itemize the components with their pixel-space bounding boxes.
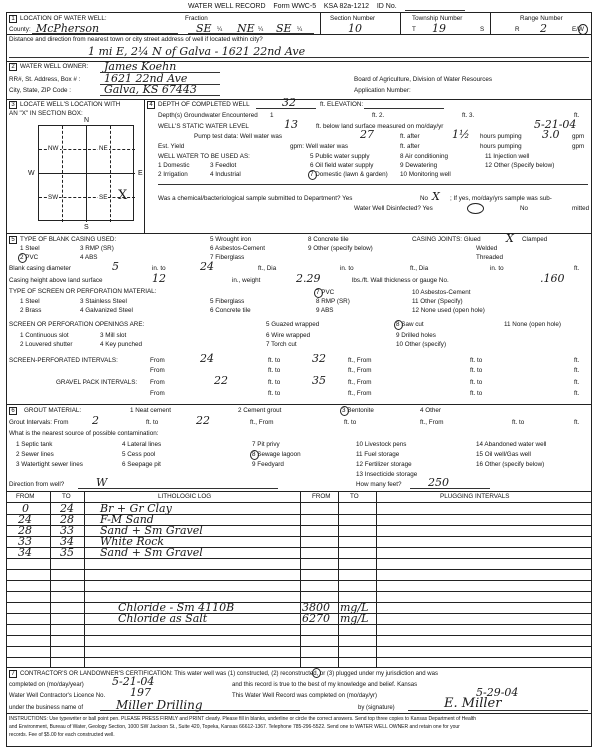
section-3-title: LOCATE WELL'S LOCATION WITH	[20, 101, 121, 108]
chem-mitted: mitted	[572, 205, 590, 212]
ft-from-label: ft., From	[250, 419, 274, 426]
license-label: Water Well Contractor's Licence No.	[9, 693, 106, 699]
casing-option[interactable]: 5 Wrought iron	[210, 236, 252, 243]
openings-option[interactable]: 3 Mill slot	[100, 332, 127, 339]
use-option[interactable]: 11 Injection well	[485, 153, 530, 160]
groundwater-ft: ft.	[574, 112, 580, 119]
south-label: S	[84, 224, 89, 231]
disinfected-yes-circle	[467, 203, 484, 214]
ft-to-label: ft. to	[268, 357, 281, 364]
use-option[interactable]: 3 Feedlot	[210, 162, 237, 169]
depth-value[interactable]: 32	[282, 96, 296, 109]
township-label: Township Number	[412, 15, 463, 22]
log-row-from[interactable]: 28	[18, 524, 32, 537]
use-option-domestic-lawn[interactable]: 7 Domestic (lawn & garden)	[310, 171, 388, 178]
direction-label: Direction from well?	[9, 481, 65, 488]
openings-saw-cut-circle	[394, 320, 403, 330]
threaded-label: Threaded	[476, 254, 503, 261]
section-1-title: LOCATION OF WATER WELL:	[20, 15, 107, 22]
use-option[interactable]: 6 Oil field water supply	[310, 162, 374, 169]
section-number: 3	[9, 101, 17, 109]
section-3-title-2: AN "X" IN SECTION BOX:	[9, 110, 83, 117]
city-label: City, State, ZIP Code :	[9, 87, 72, 94]
contamination-option[interactable]: 6 Seepage pit	[122, 461, 161, 468]
screen-option[interactable]: 4 Galvanized Steel	[80, 307, 133, 314]
yield-gpm-2: gpm	[572, 143, 585, 150]
log-row-to[interactable]: 35	[60, 546, 74, 559]
ft-to-label: ft. to	[344, 419, 357, 426]
well-location-x-mark[interactable]: X	[118, 188, 128, 203]
pump-after: ft. after	[400, 133, 420, 140]
ft-from-label: ft., From	[348, 379, 372, 386]
screen-option[interactable]: 6 Concrete tile	[210, 307, 251, 314]
screen-pvc-circle	[314, 288, 323, 298]
grout-from-value[interactable]: 2	[92, 414, 99, 427]
pump-test-value[interactable]: 27	[360, 128, 374, 141]
chem-no-x-mark[interactable]: X	[432, 190, 440, 203]
chloride-value[interactable]: 3800	[302, 601, 330, 614]
fraction-1[interactable]: SE	[196, 22, 212, 35]
openings-option-saw-cut[interactable]: 8 Saw cut	[396, 321, 424, 328]
groundwater-label: Depth(s) Groundwater Encountered	[158, 112, 258, 119]
plug-header-intervals: PLUGGING INTERVALS	[440, 493, 510, 500]
quarter-3: ¼	[297, 26, 303, 33]
distance-value[interactable]: 1 mi E, 2¼ N of Galva - 1621 22nd Ave	[88, 45, 306, 58]
contamination-option[interactable]: 2 Sewer lines	[16, 451, 54, 458]
log-row-desc[interactable]: Sand + Sm Gravel	[100, 546, 203, 559]
casing-to-value[interactable]: 24	[200, 260, 214, 273]
section-number: 2	[9, 63, 17, 71]
screen-type-label: TYPE OF SCREEN OR PERFORATION MATERIAL:	[9, 288, 157, 295]
chem-sample-label: Was a chemical/bacteriological sample submitted to Department? Yes	[158, 195, 353, 202]
fraction-2[interactable]: NE	[237, 22, 255, 35]
direction-value[interactable]: W	[96, 476, 108, 489]
static-date[interactable]: 5-21-04	[534, 118, 577, 131]
casing-option[interactable]: 8 Concrete tile	[308, 236, 349, 243]
ft-to-label: ft. to	[470, 379, 483, 386]
owner-address[interactable]: 1621 22nd Ave	[104, 72, 188, 85]
range-ew: E/W	[572, 26, 584, 33]
grout-option-bentonite[interactable]: 3 Bentonite	[342, 407, 374, 414]
casing-option-pvc[interactable]: 2 PVC	[20, 254, 39, 261]
screen-option[interactable]: 2 Brass	[20, 307, 42, 314]
use-option[interactable]: 9 Dewatering	[400, 162, 438, 169]
openings-option[interactable]: 4 Key punched	[100, 341, 143, 348]
plug-header-from: FROM	[312, 493, 331, 500]
casing-in-to-3: in. to	[490, 265, 504, 272]
instructions-line-1: INSTRUCTIONS: Use typewriter or ball point pen. PLEASE PRESS FIRMLY and PRINT clearly. Please fill in blanks, underline or circle the correct answers. Send top three copies to Kansas Department of Health	[9, 716, 477, 722]
log-row-from[interactable]: 33	[18, 535, 32, 548]
pump-test-label: Pump test data: Well water was	[194, 133, 283, 140]
section-number: 6	[9, 407, 17, 415]
casing-in-to: in. to	[152, 265, 166, 272]
license-value[interactable]: 197	[130, 686, 151, 699]
casing-lbs-label: lbs./ft. Wall thickness or gauge No.	[352, 277, 449, 284]
gravel-to-value[interactable]: 35	[312, 374, 326, 387]
chloride-salt-value[interactable]: 6270	[302, 612, 330, 625]
groundwater-3: ft. 3.	[462, 112, 475, 119]
certification-text: CONTRACTOR'S OR LANDOWNER'S CERTIFICATION: This water well was (1) constructed, (2) reconstructed, or (3) plugged under my jurisdiction and was	[20, 671, 438, 677]
section-number: 7	[9, 670, 17, 678]
contamination-selected-circle	[250, 450, 259, 460]
how-many-feet-label: How many feet?	[356, 481, 402, 488]
grout-intervals-label: Grout Intervals: From	[9, 419, 69, 426]
yield-hours: hours pumping	[480, 143, 522, 150]
section-number: 5	[9, 236, 17, 244]
plug-header-to: TO	[350, 493, 359, 500]
screen-option[interactable]: 10 Asbestos-Cement	[412, 289, 471, 296]
ft-to-label: ft. to	[470, 390, 483, 397]
record-completed-label: This Water Well Record was completed on (mo/day/yr)	[232, 693, 378, 699]
ft-label: ft.	[574, 379, 580, 386]
township-value[interactable]: 19	[432, 22, 446, 35]
ft-from-label: ft., From	[348, 357, 372, 364]
screen-option[interactable]: 3 Stainless Steel	[80, 298, 127, 305]
ft-to-label: ft. to	[146, 419, 159, 426]
openings-option[interactable]: 6 Wire wrapped	[266, 332, 311, 339]
log-row-desc[interactable]: White Rock	[100, 535, 165, 548]
log-header-lithologic: LITHOLOGIC LOG	[158, 493, 212, 500]
form-title: WATER WELL RECORD Form WWC-5 KSA 82a-1212 ID No.	[188, 3, 397, 10]
casing-height-value[interactable]: 12	[152, 272, 166, 285]
from-label: From	[150, 357, 165, 364]
log-row-to[interactable]: 24	[60, 502, 74, 515]
contamination-option[interactable]: 4 Lateral lines	[122, 441, 162, 448]
signature[interactable]: E. Miller	[444, 696, 502, 711]
ft-from-label: ft., From	[420, 419, 444, 426]
use-label: WELL WATER TO BE USED AS:	[158, 153, 250, 160]
grout-to-value[interactable]: 22	[196, 414, 210, 427]
owner-city[interactable]: Galva, KS 67443	[104, 83, 197, 96]
completed-date[interactable]: 5-21-04	[112, 675, 155, 688]
address-label: RR#, St. Address, Box # :	[9, 76, 81, 83]
casing-option[interactable]: 6 Asbestos-Cement	[210, 245, 265, 252]
casing-ft-dia-2: ft., Dia	[410, 265, 429, 272]
completed-on-label: completed on (mo/day/year)	[9, 682, 84, 688]
use-option[interactable]: 4 Industrial	[210, 171, 241, 178]
instructions-line-3: records. Fee of $5.00 for each constructed well.	[9, 732, 115, 738]
log-row-desc[interactable]: Sand + Sm Gravel	[100, 524, 203, 537]
constructed-circle	[312, 668, 321, 678]
screen-option[interactable]: 11 Other (Specify)	[412, 298, 463, 305]
business-name-value[interactable]: Miller Drilling	[116, 698, 203, 712]
ft-label: ft.	[574, 367, 580, 374]
gravel-from-value[interactable]: 22	[214, 374, 228, 387]
log-row-to[interactable]: 28	[60, 513, 74, 526]
contamination-option[interactable]: 12 Fertilizer storage	[356, 461, 412, 468]
static-level-rest: ft. below land surface measured on mo/day/yr	[316, 123, 444, 130]
log-row-from[interactable]: 0	[22, 502, 29, 515]
perf-from-value[interactable]: 24	[200, 352, 214, 365]
screen-option[interactable]: 8 RMP (SR)	[316, 298, 350, 305]
use-option[interactable]: 1 Domestic	[158, 162, 190, 169]
casing-diameter-value[interactable]: 5	[112, 260, 119, 273]
from-label: From	[150, 390, 165, 397]
casing-option[interactable]: 4 ABS	[80, 254, 98, 261]
contamination-option-sewage-lagoon[interactable]: 8 Sewage lagoon	[252, 451, 301, 458]
clamped-label: Clamped	[522, 236, 548, 243]
from-label: From	[150, 367, 165, 374]
log-header-from: FROM	[16, 493, 35, 500]
contamination-option[interactable]: 11 Fuel storage	[356, 451, 400, 458]
use-option[interactable]: 5 Public water supply	[310, 153, 370, 160]
se-label: SE	[99, 194, 108, 201]
disinfected-no: No	[520, 205, 529, 212]
board-label: Board of Agriculture, Division of Water Resources	[354, 76, 493, 83]
casing-option[interactable]: 1 Steel	[20, 245, 40, 252]
section-2-title: WATER WELL OWNER:	[20, 63, 89, 70]
casing-ft: ft.	[574, 265, 580, 272]
grout-bentonite-circle	[340, 406, 349, 416]
chloride-salt-unit[interactable]: mg/L	[340, 612, 369, 625]
range-value[interactable]: 2	[540, 22, 547, 35]
groundwater-2: ft. 2.	[372, 112, 385, 119]
casing-joints-label: CASING JOINTS: Glued	[412, 236, 481, 243]
nw-label: NW	[48, 145, 59, 152]
yield-label: Est. Yield	[158, 143, 185, 150]
distance-label: Distance and direction from nearest town or city street address of well if located within city?	[9, 36, 263, 43]
log-header-to: TO	[62, 493, 71, 500]
ft-from-label: ft., From	[348, 390, 372, 397]
contamination-option[interactable]: 16 Other (specify below)	[476, 461, 545, 468]
contamination-label: What is the nearest source of possible contamination:	[9, 430, 159, 437]
groundwater-1: 1	[270, 112, 274, 119]
log-row-desc[interactable]: Br + Gr Clay	[100, 502, 172, 515]
log-row-to[interactable]: 34	[60, 535, 74, 548]
casing-type-label: TYPE OF BLANK CASING USED:	[20, 236, 117, 243]
contamination-option[interactable]: 1 Septic tank	[16, 441, 53, 448]
fraction-label: Fraction	[185, 15, 208, 22]
township-s: S	[480, 26, 485, 33]
pump-gpm[interactable]: 3.0	[542, 128, 560, 141]
casing-option[interactable]: 7 Fiberglass	[210, 254, 245, 261]
casing-in-weight: in., weight	[232, 277, 261, 284]
casing-height-label: Casing height above land surface	[9, 277, 103, 284]
ft-from-label: ft., From	[348, 367, 372, 374]
openings-option[interactable]: 2 Louvered shutter	[20, 341, 73, 348]
gravel-pack-label: GRAVEL PACK INTERVALS:	[56, 379, 138, 386]
pump-hours-label: hours pumping	[480, 133, 522, 140]
chloride-salt-note[interactable]: Chloride as Salt	[118, 612, 208, 625]
range-label: Range Number	[520, 15, 563, 22]
openings-option[interactable]: 9 Drilled holes	[396, 332, 436, 339]
contamination-option[interactable]: 7 Pit privy	[252, 441, 280, 448]
casing-pvc-circle	[18, 253, 27, 263]
use-option[interactable]: 2 Irrigation	[158, 171, 188, 178]
screen-option[interactable]: 12 None used (open hole)	[412, 307, 485, 314]
contamination-option[interactable]: 15 Oil well/Gas well	[476, 451, 531, 458]
casing-option[interactable]: 3 RMP (SR)	[80, 245, 114, 252]
log-row-from[interactable]: 24	[18, 513, 32, 526]
contamination-option[interactable]: 9 Feedyard	[252, 461, 284, 468]
screen-option[interactable]: 1 Steel	[20, 298, 40, 305]
quarter-1: ¼	[217, 26, 223, 33]
section-number-label: Section Number	[330, 15, 376, 22]
ft-to-label: ft. to	[470, 357, 483, 364]
grout-option[interactable]: 2 Cement grout	[238, 407, 282, 414]
county-label: County:	[9, 26, 31, 33]
ft-label: ft.	[574, 357, 580, 364]
county-value[interactable]: McPherson	[36, 22, 100, 35]
contamination-option[interactable]: 5 Cess pool	[122, 451, 156, 458]
north-label: N	[84, 117, 90, 124]
fraction-3[interactable]: SE	[276, 22, 292, 35]
screen-option[interactable]: 9 ABS	[316, 307, 334, 314]
perforated-intervals-label: SCREEN-PERFORATED INTERVALS:	[9, 357, 118, 364]
chloride-unit[interactable]: mg/L	[340, 601, 369, 614]
from-label: From	[150, 379, 165, 386]
contamination-option[interactable]: 3 Watertight sewer lines	[16, 461, 83, 468]
chem-no: No	[420, 195, 429, 202]
west-label: W	[28, 170, 35, 177]
chem-sample-rest: ; If yes, mo/day/yrs sample was sub-	[450, 195, 552, 202]
log-row-desc[interactable]: F-M Sand	[100, 513, 154, 526]
screen-option-pvc[interactable]: 7 PVC	[316, 289, 335, 296]
casing-in-to-2: in. to	[340, 265, 354, 272]
casing-gauge-value[interactable]: .160	[540, 272, 565, 285]
casing-diameter-label: Blank casing diameter	[9, 265, 71, 272]
ft-to-label: ft. to	[512, 419, 525, 426]
how-many-feet-value[interactable]: 250	[428, 476, 449, 489]
certification-text-2: and this record is true to the best of my knowledge and belief. Kansas	[232, 682, 418, 688]
openings-option[interactable]: 5 Guazed wrapped	[266, 321, 320, 328]
grout-option[interactable]: 1 Neat cement	[130, 407, 171, 414]
contamination-option[interactable]: 10 Livestock pens	[356, 441, 407, 448]
yield-gpm: gpm: Well water was	[290, 143, 348, 150]
openings-label: SCREEN OR PERFORATION OPENINGS ARE:	[9, 321, 145, 328]
range-r: R	[515, 26, 520, 33]
section-box[interactable]	[38, 125, 134, 221]
pump-gpm-label: gpm	[572, 133, 585, 140]
business-name-label: under the business name of	[9, 705, 84, 711]
screen-option[interactable]: 5 Fiberglass	[210, 298, 245, 305]
grout-label: GROUT MATERIAL:	[24, 407, 82, 414]
use-option[interactable]: 8 Air conditioning	[400, 153, 448, 160]
contamination-option[interactable]: 14 Abandoned water well	[476, 441, 547, 448]
perf-to-value[interactable]: 32	[312, 352, 326, 365]
casing-weight-value[interactable]: 2.29	[296, 272, 321, 285]
log-row-from[interactable]: 34	[18, 546, 32, 559]
township-t: T	[412, 26, 416, 33]
elevation-label: ft. ELEVATION:	[320, 101, 364, 108]
pump-hours[interactable]: 1½	[452, 128, 470, 141]
grout-option[interactable]: 4 Other	[420, 407, 441, 414]
log-row-to[interactable]: 33	[60, 524, 74, 537]
ft-to-label: ft. to	[470, 367, 483, 374]
yield-after: ft. after	[400, 143, 420, 150]
static-level-label: WELL'S STATIC WATER LEVEL	[158, 123, 249, 130]
depth-label: DEPTH OF COMPLETED WELL	[158, 101, 250, 108]
section-value[interactable]: 10	[348, 22, 362, 35]
chloride-note[interactable]: Chloride - Sm 4110B	[118, 601, 235, 614]
contamination-option[interactable]: 13 Insecticide storage	[356, 471, 418, 478]
ft-to-label: ft. to	[268, 390, 281, 397]
openings-option[interactable]: 11 None (open hole)	[504, 321, 561, 328]
openings-option[interactable]: 10 Other (specify)	[396, 341, 447, 348]
record-completed-date[interactable]: 5-29-04	[476, 686, 519, 699]
signature-label: by (signature)	[358, 705, 395, 711]
glued-x-mark[interactable]: X	[506, 232, 514, 245]
quarter-2: ¼	[258, 26, 264, 33]
casing-ft-dia: ft., Dia	[258, 265, 277, 272]
casing-option[interactable]: 9 Other (specify below)	[308, 245, 373, 252]
section-number: 4	[147, 101, 155, 109]
ft-label: ft.	[574, 390, 580, 397]
ft-to-label: ft. to	[268, 379, 281, 386]
static-level-value[interactable]: 13	[284, 118, 298, 131]
sw-label: SW	[48, 194, 59, 201]
owner-name[interactable]: James Koehn	[104, 60, 177, 73]
instructions-line-2: and Environment, Bureau of Water, Geology Section, 1000 SW Jackson St., Suite 420, Topeka, Kansas 66612-1367. Telephone 785-296-5522. Send one to WATER WELL OWNER and retain one for your	[9, 724, 460, 730]
use-option[interactable]: 10 Monitoring well	[400, 171, 451, 178]
ft-to-label: ft. to	[268, 367, 281, 374]
use-option[interactable]: 12 Other (Specify below)	[485, 162, 555, 169]
ne-label: NE	[99, 145, 108, 152]
welded-label: Welded	[476, 245, 498, 252]
disinfected-label: Water Well Disinfected? Yes	[354, 205, 433, 212]
openings-option[interactable]: 1 Continuous slot	[20, 332, 69, 339]
application-number-label: Application Number:	[354, 87, 411, 94]
east-label: E	[138, 170, 143, 177]
openings-option[interactable]: 7 Torch cut	[266, 341, 297, 348]
use-selected-circle	[308, 170, 317, 180]
ft-label: ft.	[574, 419, 580, 426]
section-number: 1	[9, 15, 17, 23]
